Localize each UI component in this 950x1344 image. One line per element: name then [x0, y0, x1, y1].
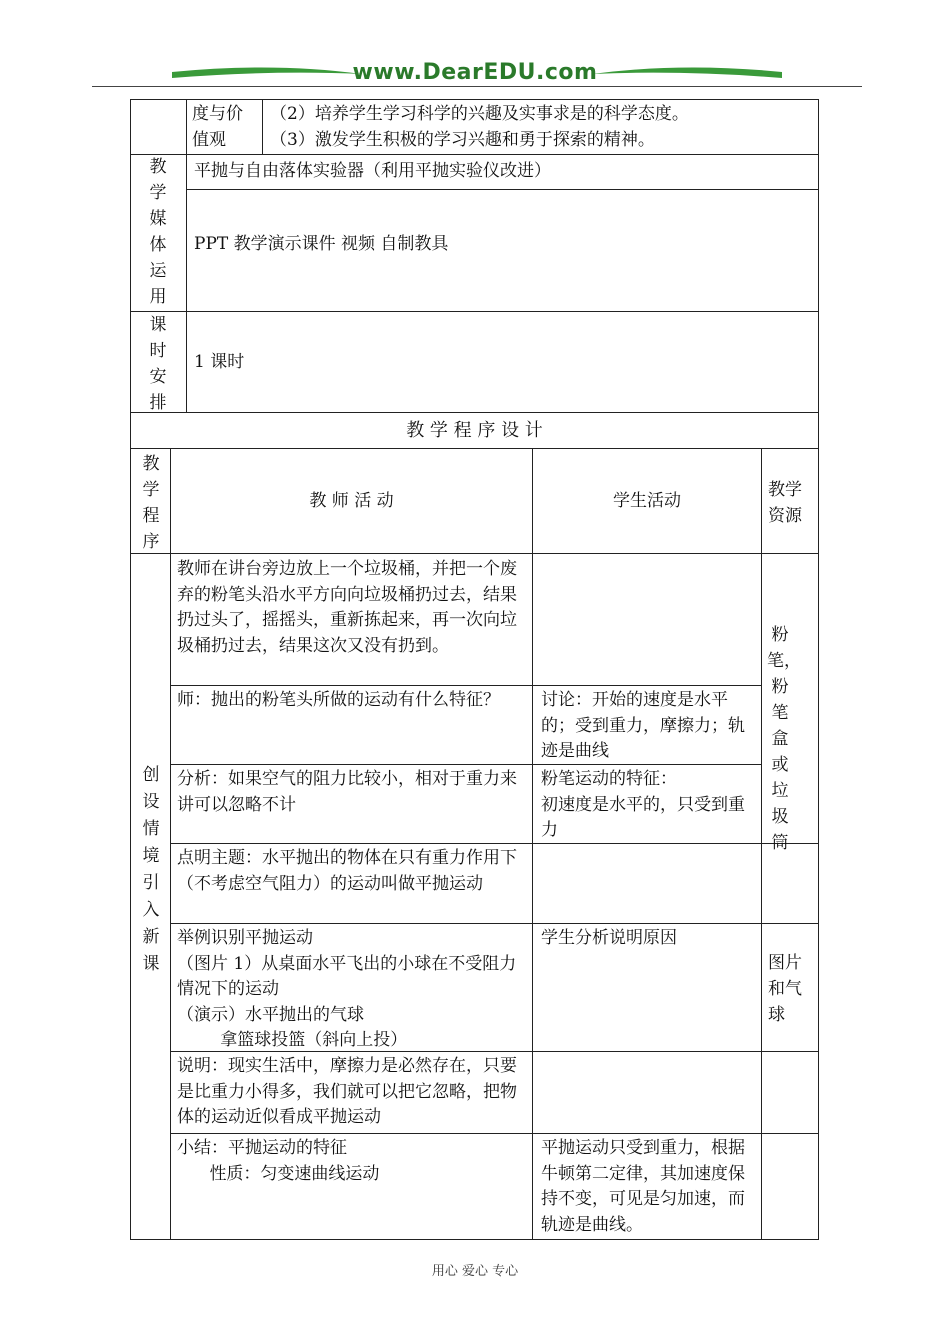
- resource-pictures: 图片和气球: [768, 953, 802, 1025]
- media-equipment: 平抛与自由落体实验器（利用平抛实验仪改进）: [194, 161, 551, 181]
- attitude-item-3: （3）激发学生积极的学习兴趣和勇于探索的精神。: [270, 130, 655, 150]
- schedule-label: 课时安排: [149, 315, 167, 413]
- row-7-teacher: 小结：平抛运动的特征 性质：匀变速曲线运动: [177, 1138, 380, 1184]
- site-logo: www.DearEDU.com: [352, 60, 598, 85]
- row-3-student: 粉笔运动的特征： 初速度是水平的，只受到重力: [541, 769, 745, 840]
- row-2-teacher: 师：抛出的粉笔头所做的运动有什么特征？: [177, 690, 500, 710]
- attitude-item-2: （2）培养学生学习科学的兴趣及实事求是的科学态度。: [270, 104, 689, 124]
- row-7-student: 平抛运动只受到重力，根据牛顿第二定律，其加速度保持不变，可见是匀加速，而轨迹是曲线。: [541, 1138, 745, 1235]
- header-resource: 教学资源: [768, 480, 802, 526]
- header-teacher: 教 师 活 动: [309, 491, 394, 511]
- attitude-label: 度与价值观: [192, 104, 243, 150]
- footer-text: 用心 爱心 专心: [431, 1264, 519, 1279]
- row-3-teacher: 分析：如果空气的阻力比较小，相对于重力来讲可以忽略不计: [177, 769, 517, 815]
- media-label: 教学媒体运用: [149, 157, 167, 307]
- row-6-teacher: 说明：现实生活中，摩擦力是必然存在，只要是比重力小得多，我们就可以把它忽略，把物体的运动近似看成平抛运动: [177, 1056, 517, 1127]
- row-4-teacher: 点明主题：水平抛出的物体在只有重力作用下（不考虑空气阻力）的运动叫做平抛运动: [177, 848, 517, 894]
- section-label: 创设情境 引入新课: [142, 765, 160, 974]
- schedule-value: 1 课时: [194, 352, 245, 372]
- row-1-teacher: 教师在讲台旁边放上一个垃圾桶，并把一个废弃的粉笔头沿水平方向向垃圾桶扔过去，结果扔过头了，摇摇头，重新拣起来，再一次向垃圾桶扔过去，结果这次又没有扔到。: [177, 559, 517, 656]
- header-rule: [92, 86, 862, 87]
- design-title: 教 学 程 序 设 计: [406, 420, 543, 441]
- row-5-teacher: 举例识别平抛运动 （图片 1）从桌面水平飞出的小球在不受阻力情况下的运动 （演示）水平抛出的气球 拿篮球投篮（斜向上投）: [177, 928, 517, 1050]
- media-courseware: PPT 教学演示课件 视频 自制教具: [194, 234, 449, 254]
- header-procedure: 教学程序: [142, 454, 160, 552]
- resource-chalk: 粉笔，粉笔盒或垃圾筒: [767, 625, 801, 853]
- row-5-student: 学生分析说明原因: [541, 928, 677, 948]
- row-2-student: 讨论：开始的速度是水平的；受到重力，摩擦力；轨迹是曲线: [541, 690, 745, 761]
- header-student: 学生活动: [613, 491, 681, 511]
